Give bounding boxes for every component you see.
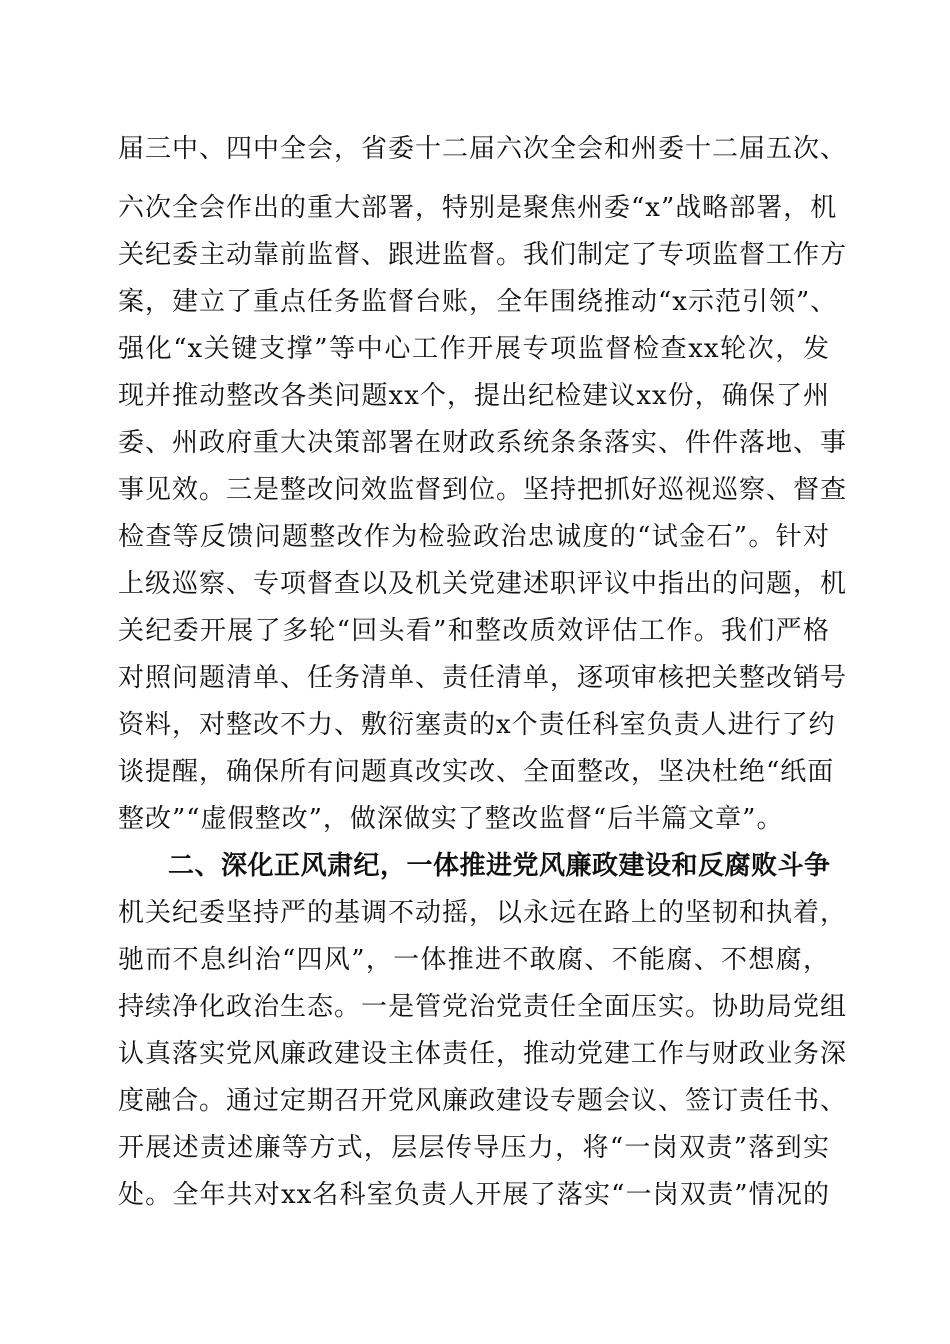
paragraph-2-line-3: 持续净化政治生态。一是管党治党责任全面压实。协助局党组 (118, 992, 848, 1022)
paragraph-1-line-2: 六次全会作出的重大部署，特别是聚焦州委“x”战略部署，机 (118, 193, 838, 223)
paragraph-1-line-12: 对照问题清单、任务清单、责任清单，逐项审核把关整改销号 (118, 663, 848, 693)
paragraph-1-line-15: 整改”“虚假整改”，做深做实了整改监督“后半篇文章”。 (118, 804, 784, 834)
paragraph-2-line-7: 处。全年共对xx名科室负责人开展了落实“一岗双责”情况的 (118, 1180, 830, 1210)
paragraph-1-line-8: 事见效。三是整改问效监督到位。坚持把抓好巡视巡察、督查 (118, 475, 848, 505)
paragraph-1-line-10: 上级巡察、专项督查以及机关党建述职评议中指出的问题，机 (118, 569, 848, 599)
paragraph-1-line-14: 谈提醒，确保所有问题真改实改、全面整改，坚决杜绝“纸面 (118, 757, 835, 787)
paragraph-1-line-6: 现并推动整改各类问题xx个，提出纪检建议xx份，确保了州 (118, 381, 830, 411)
paragraph-2-line-4: 认真落实党风廉政建设主体责任，推动党建工作与财政业务深 (118, 1039, 848, 1069)
paragraph-2-line-6: 开展述责述廉等方式，层层传导压力，将“一岗双责”落到实 (118, 1133, 830, 1163)
paragraph-1-line-3: 关纪委主动靠前监督、跟进监督。我们制定了专项监督工作方 (118, 240, 848, 270)
paragraph-1-line-4: 案，建立了重点任务监督台账，全年围绕推动“x示范引领”、 (118, 287, 838, 317)
paragraph-1-line-13: 资料，对整改不力、敷衍塞责的x个责任科室负责人进行了约 (118, 710, 836, 740)
section-heading: 二、深化正风肃纪，一体推进党风廉政建设和反腐败斗争 (168, 851, 830, 881)
paragraph-2-line-5: 度融合。通过定期召开党风廉政建设专题会议、签订责任书、 (118, 1086, 848, 1116)
paragraph-1-line-9: 检查等反馈问题整改作为检验政治忠诚度的“试金石”。针对 (118, 522, 830, 552)
paragraph-2-line-2: 驰而不息纠治“四风”，一体推进不敢腐、不能腐、不想腐， (118, 945, 830, 975)
paragraph-2-line-1: 机关纪委坚持严的基调不动摇，以永远在路上的坚韧和执着， (118, 898, 848, 928)
paragraph-1-line-1: 届三中、四中全会，省委十二届六次全会和州委十二届五次、 (118, 134, 848, 164)
paragraph-1-line-11: 关纪委开展了多轮“回头看”和整改质效评估工作。我们严格 (118, 616, 830, 646)
paragraph-1-line-7: 委、州政府重大决策部署在财政系统条条落实、件件落地、事 (118, 428, 848, 458)
paragraph-1-line-5: 强化“x关键支撑”等中心工作开展专项监督检查xx轮次，发 (118, 334, 830, 364)
